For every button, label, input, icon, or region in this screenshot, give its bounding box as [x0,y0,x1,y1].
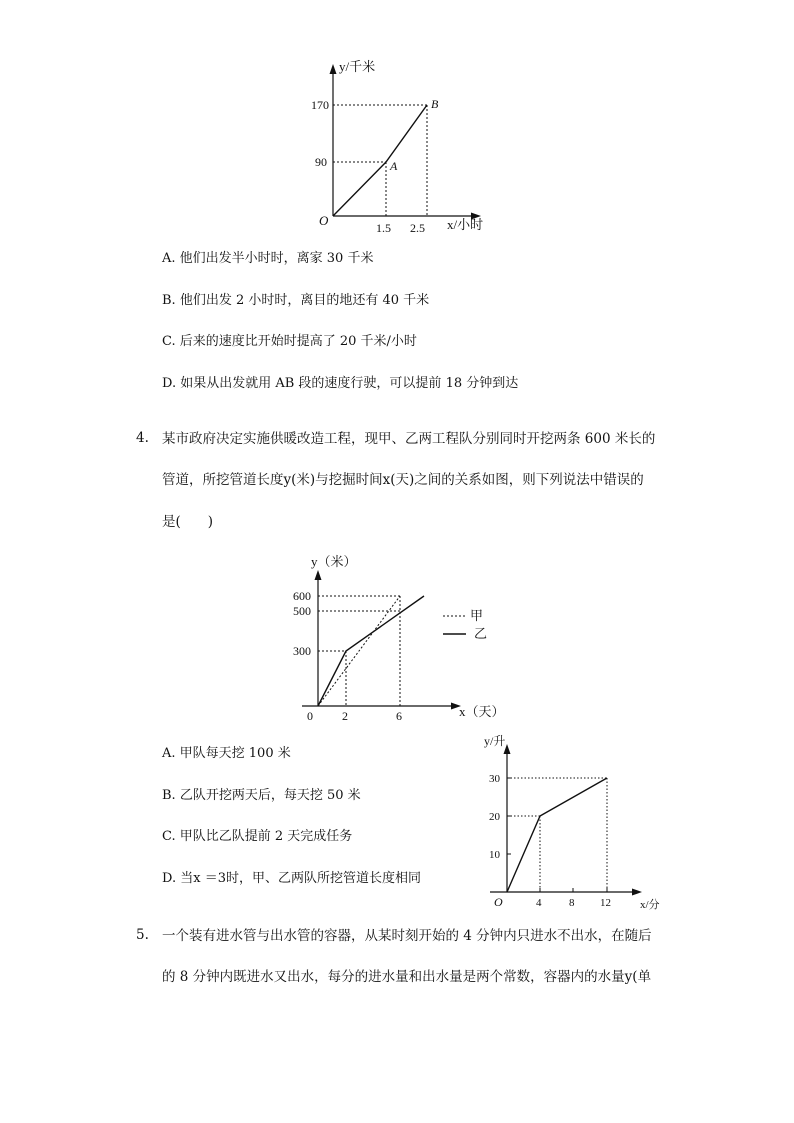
graph2-tick-2: 2 [342,709,348,723]
q4-option-a: A. 甲队每天挖 100 米 [162,746,291,761]
graph1-point-a: A [390,159,398,173]
graph3-y-label: y/升 [484,734,506,748]
q5-number: 5. [136,927,149,943]
graph3-tick-4: 4 [536,897,542,909]
graph3-x-label: x/分 [640,899,660,911]
graph3-tick-10: 10 [489,849,500,861]
graph2-y-label: y（米） [311,554,357,569]
graph2-origin: 0 [307,709,313,723]
graph2-tick-300: 300 [293,644,311,658]
q4-stem-line2: 管道，所挖管道长度y(米)与挖掘时间x(天)之间的关系如图，则下列说法中错误的 [162,472,644,488]
graph1-origin: O [319,213,329,228]
graph1-tick-90: 90 [315,155,327,169]
graph2-legend-yi: 乙 [474,626,488,641]
q4-option-b: B. 乙队开挖两天后，每天挖 50 米 [162,788,361,803]
q3-option-a: A. 他们出发半小时时，离家 30 千米 [162,251,374,266]
q3-option-d: D. 如果从出发就用 AB 段的速度行驶，可以提前 18 分钟到达 [162,376,519,391]
graph1-point-b: B [431,97,439,111]
graph3-tick-20: 20 [489,811,500,823]
graph2-tick-600: 600 [293,589,311,603]
graph3-x-arrow [632,889,642,896]
graph2-tick-500: 500 [293,604,311,618]
graph3-tick-30: 30 [489,773,500,785]
graph2-legend-jia: 甲 [470,608,484,623]
graph1-tick-170: 170 [311,98,329,112]
graph3-tick-12: 12 [600,897,611,909]
graph2-x-label: x（天） [459,704,505,719]
q5-stem-line2: 的 8 分钟内既进水又出水，每分的进水量和出水量是两个常数，容器内的水量y(单 [162,969,652,985]
graph3-origin: O [494,895,503,909]
q3-option-c: C. 后来的速度比开始时提高了 20 千米/小时 [162,334,417,349]
q3-option-b: B. 他们出发 2 小时时，离目的地还有 40 千米 [162,293,430,308]
q4-option-d: D. 当x ＝3时，甲、乙两队所挖管道长度相同 [162,871,421,886]
graph1-x-label: x/小时 [447,217,484,232]
graph3-volume-line [507,778,607,892]
graph3-tick-8: 8 [569,897,575,909]
graph1-tick-2.5: 2.5 [410,221,425,235]
q5-stem-line1: 一个装有进水管与出水管的容器，从某时刻开始的 4 分钟内只进水不出水，在随后 [162,928,652,944]
graph1-y-label: y/千米 [339,59,376,74]
graph1-tick-1.5: 1.5 [376,221,391,235]
q4-option-c: C. 甲队比乙队提前 2 天完成任务 [162,829,353,844]
q4-stem-line1: 某市政府决定实施供暖改造工程，现甲、乙两工程队分别同时开挖两条 600 米长的 [162,431,656,447]
q4-stem-line3: 是( ) [162,514,214,530]
graph2-tick-6: 6 [396,709,402,723]
q4-number: 4. [136,430,149,446]
